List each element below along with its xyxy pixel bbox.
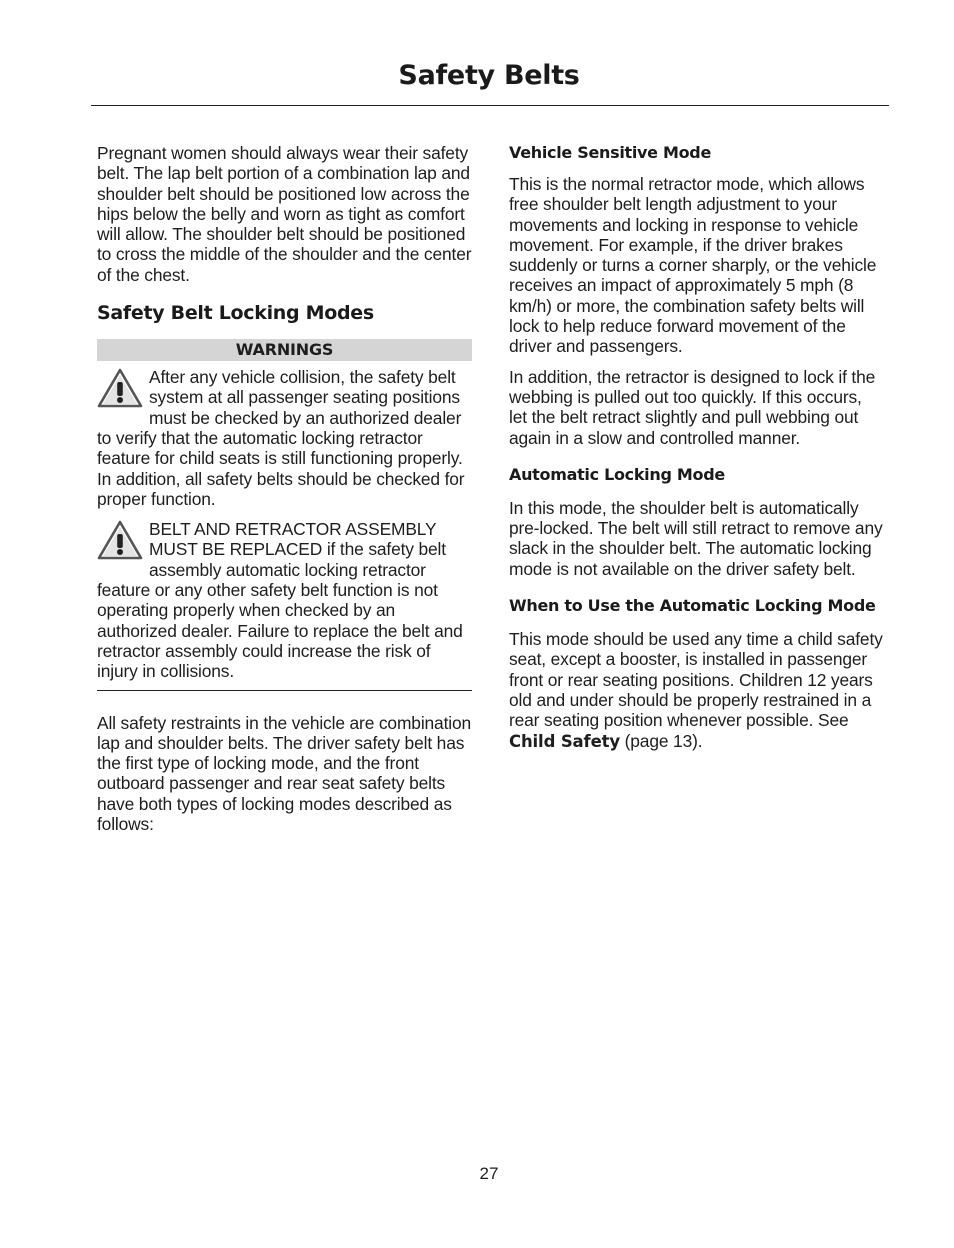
title-divider [91,105,889,106]
vehicle-sensitive-paragraph: This is the normal retractor mode, which allows free shoulder belt length adjustment to your movements and locking in response to vehicle movement. For example, if the driver brakes suddenly or turns a corner sharply, or the vehicle receives an impact of approximately 5 mph (8 km/h) or more, the combination safety belts will lock to help reduce forward movement of the driver and passengers. [509,174,877,357]
right-column [509,143,884,762]
warnings-end-divider [97,690,472,691]
warning-text: BELT AND RETRACTOR ASSEMBLY MUST BE REPLACED if the safety belt assembly automatic locking retractor feature or any other safety belt function is not operating properly when checked by an authorized dealer. Failure to replace the belt and retractor assembly could increase the risk of injury in collisions. [97,519,463,682]
automatic-locking-paragraph: In this mode, the shoulder belt is automatically pre-locked. The belt will still retract to remove any slack in the shoulder belt. The automatic locking mode is not available on the driver safety belt. [509,497,883,579]
heading-automatic-locking-mode: Automatic Locking Mode [509,464,725,484]
page-title: Safety Belts [398,60,580,91]
warning-item [97,367,472,509]
when-to-use-text: This mode should be used any time a child safety seat, except a booster, is installed in passenger front or rear seating positions. Children 12 years old and under should be properly restrained in a rear seating position whenever possible. See [509,629,883,731]
warnings-header: WARNINGS [97,339,472,361]
warning-triangle-icon [97,368,143,408]
warning-text: After any vehicle collision, the safety belt system at all passenger seating positions must be checked by an authorized dealer to verify that the automatic locking retractor feature for child seats is still functioning properly. In addition, all safety belts should be checked for proper function. [97,367,465,509]
page-reference: (page 13). [619,730,703,751]
page-number: 27 [479,1164,499,1183]
when-to-use-paragraph [509,629,884,752]
child-safety-link[interactable]: Child Safety [509,731,620,751]
section-heading-locking-modes: Safety Belt Locking Modes [97,302,374,325]
warning-triangle-icon [97,520,143,560]
pregnancy-paragraph: Pregnant women should always wear their safety belt. The lap belt portion of a combination lap and shoulder belt should be positioned low across the hips below the belly and worn as tight as comfort will allow. The shoulder belt should be positioned to cross the middle of the shoulder and the center of the chest. [97,143,472,285]
warning-item [97,519,472,681]
restraints-paragraph: All safety restraints in the vehicle are combination lap and shoulder belts. The driver safety belt has the first type of locking mode, and the front outboard passenger and rear seat safety belts have both types of locking modes described as follows: [97,712,472,835]
heading-vehicle-sensitive-mode: Vehicle Sensitive Mode [509,143,712,162]
webbing-lock-paragraph: In addition, the retractor is designed to lock if the webbing is pulled out too quickly. If this occurs, let the belt retract slightly and pull webbing out again in a slow and controlled manner. [509,366,876,448]
heading-when-to-use: When to Use the Automatic Locking Mode [509,596,876,616]
left-column [97,143,472,844]
